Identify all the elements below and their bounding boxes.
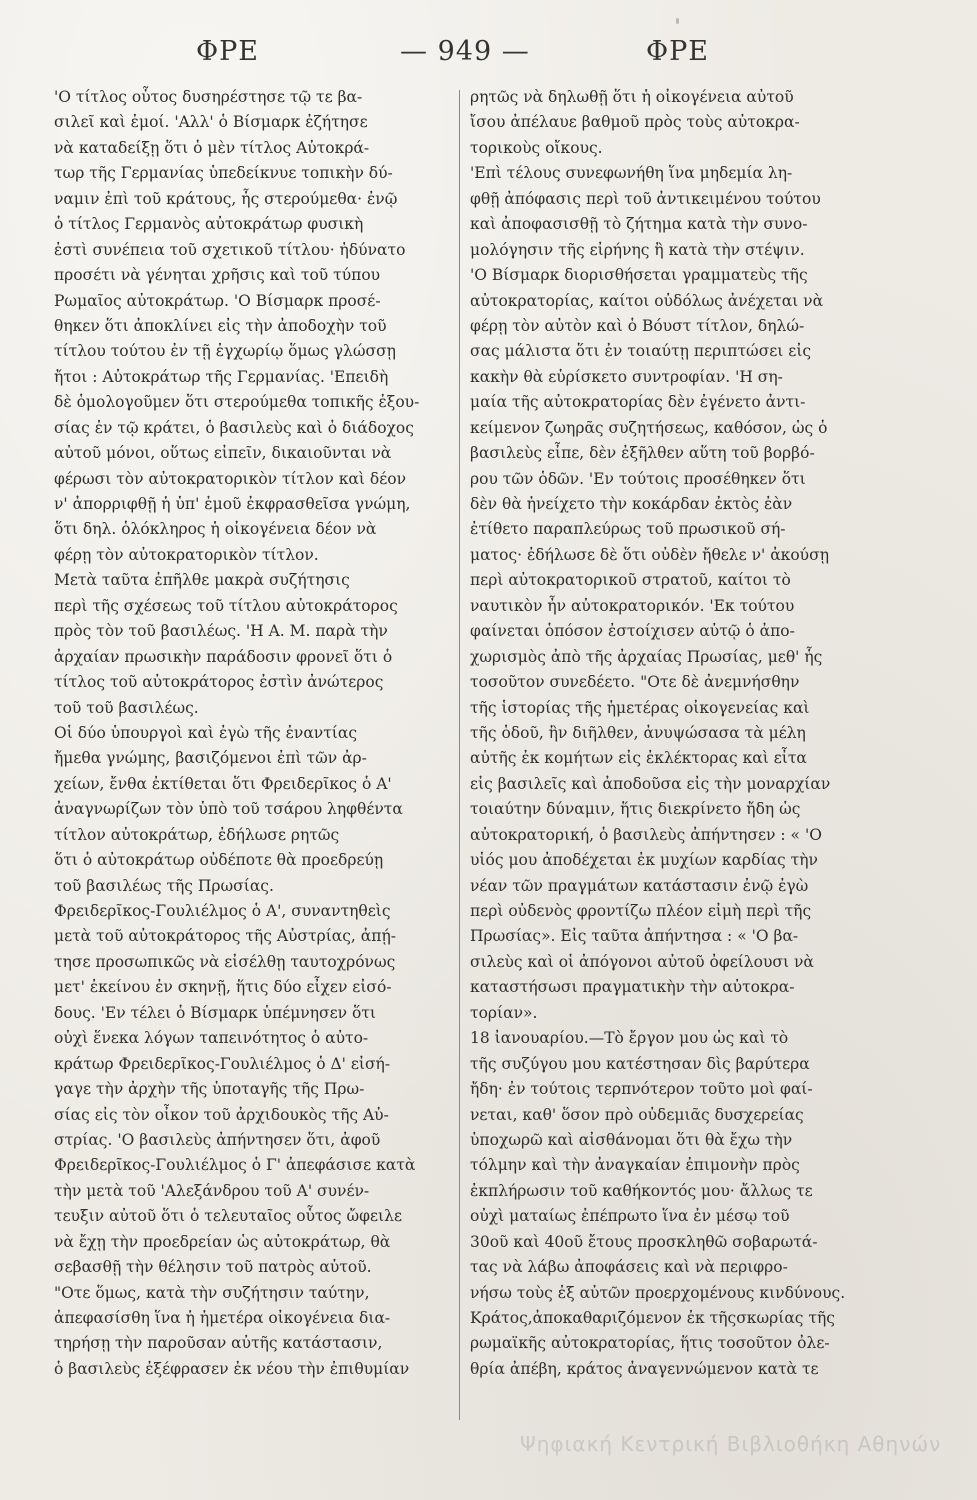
text-line: τίτλος τοῦ αὐτοκράτορος ἐστὶν ἀνώτερος xyxy=(54,673,384,692)
text-line: τίτλον αὐτοκράτωρ, ἐδήλωσε ρητῶς xyxy=(54,825,340,844)
text-line: 'Επὶ τέλους συνεφωνήθη ἵνα μηδεμία λη- xyxy=(470,164,793,183)
text-line: σας μάλιστα ὅτι ἐν τοιαύτῃ περιπτώσει εἰς xyxy=(470,342,812,361)
page-number: — 949 — xyxy=(400,36,530,67)
text-line: ἐτίθετο παραπλεύρως τοῦ πρωσικοῦ σή- xyxy=(470,520,786,539)
text-line: ρητῶς νὰ δηλωθῇ ὅτι ἡ οἰκογένεια αὐτοῦ xyxy=(470,88,794,106)
column-divider xyxy=(459,90,460,1420)
text-line: νέαν τῶν πραγμάτων κατάστασιν ἐνῷ ἐγὼ xyxy=(470,876,809,895)
text-line: φέρῃ τὸν αὐτοκρατορικὸν τίτλον. xyxy=(54,545,319,564)
text-line: κράτωρ Φρειδερῖκος-Γουλιέλμος ὁ Δ' εἰσή- xyxy=(54,1054,391,1073)
text-line: ἀπεφασίσθη ἵνα ἡ ἡμετέρα οἰκογένεια δια- xyxy=(54,1309,391,1327)
text-line: ματος· ἐδήλωσε δὲ ὅτι οὐδὲν ἤθελε ν' ἀκούσῃ xyxy=(470,545,829,564)
text-line: ἤτοι : Αὐτοκράτωρ τῆς Γερμανίας. 'Επειδὴ xyxy=(54,367,389,386)
text-line: φαίνεται ὁπόσον ἐστοίχισεν αὐτῷ ὁ ἀπο- xyxy=(470,622,795,641)
text-line: αὐτοῦ μόνοι, οὕτως εἰπεῖν, δικαιοῦνται νὰ xyxy=(54,444,392,463)
text-line: σίας εἰς τὸν οἶκον τοῦ ἀρχιδουκὸς τῆς Αὐ- xyxy=(54,1105,389,1124)
text-line: μετ' ἐκείνου ἐν σκηνῇ, ἥτις δύο εἶχεν εἰσό- xyxy=(54,978,392,997)
text-line: ἀρχαίαν πρωσικὴν παράδοσιν φρονεῖ ὅτι ὁ xyxy=(54,647,393,666)
text-line: προσέτι νὰ γένηται χρῆσις καὶ τοῦ τύπου xyxy=(54,266,381,285)
text-line: σιλεῖ καὶ ἐμοί. 'Αλλ' ὁ Βίσμαρκ ἐζήτησε xyxy=(54,113,368,132)
text-line: νήσω τοὺς ἐξ αὐτῶν προερχομένους κινδύνους. xyxy=(470,1283,846,1302)
text-line: καταστήσωσι πραγματικὴν τὴν αὐτοκρα- xyxy=(470,978,795,997)
text-line: φέρῃ τὸν αὐτὸν καὶ ὁ Βόυστ τίτλον, δηλώ- xyxy=(470,316,805,335)
text-line: 'Ο Βίσμαρκ διορισθήσεται γραμματεὺς τῆς xyxy=(470,266,808,285)
text-line: υἱός μου ἀποδέχεται ἐκ μυχίων καρδίας τὴν xyxy=(470,851,818,870)
text-line: χωρισμὸς ἀπὸ τῆς ἀρχαίας Πρωσίας, μεθ' ἧς xyxy=(470,647,823,666)
text-line: τοιαύτην δύναμιν, ἥτις διεκρίνετο ἤδη ὡς xyxy=(470,800,801,819)
text-line: μαία τῆς αὐτοκρατορίας δὲν ἐγένετο ἀντι- xyxy=(470,393,806,412)
text-line: τίτλου τούτου ἐν τῇ ἐγχωρίῳ ὅμως γλώσσῃ xyxy=(54,342,396,361)
text-line: μετὰ τοῦ αὐτοκράτορος τῆς Αὐστρίας, ἀπῄ- xyxy=(54,927,396,946)
library-watermark: Ψηφιακή Κεντρική Βιβλιοθήκη Αθηνών xyxy=(520,1432,942,1456)
text-line: ναυτικὸν ἦν αὐτοκρατορικόν. 'Εκ τούτου xyxy=(470,596,795,615)
text-line: κείμενον ζωηρᾶς συζητήσεως, καθόσον, ὡς ὁ xyxy=(470,418,828,437)
text-line: τοῦ βασιλέως τῆς Πρωσίας. xyxy=(54,876,274,895)
text-line: τῆς ὁδοῦ, ἣν διῆλθεν, ἀνυψώσασα τὰ μέλη xyxy=(470,723,806,742)
text-line: 30οῦ καὶ 40οῦ ἔτους προσκληθῶ σοβαρωτά- xyxy=(470,1232,818,1251)
text-line: κακὴν θὰ εὑρίσκετο συντροφίαν. 'Η ση- xyxy=(470,367,783,386)
text-line: ἤδη· ἐν τούτοις τερπνότερον τοῦτο μοὶ φαί- xyxy=(470,1080,813,1099)
text-line: Ρωμαῖος αὐτοκράτωρ. 'Ο Βίσμαρκ προσέ- xyxy=(54,291,381,310)
text-line: τόλμην καὶ τὴν ἀναγκαίαν ἐπιμονὴν πρὸς xyxy=(470,1156,800,1175)
text-line: "Οτε ὅμως, κατὰ τὴν συζήτησιν ταύτην, xyxy=(54,1283,370,1302)
text-line: σίας ἐν τῷ κράτει, ὁ βασιλεὺς καὶ ὁ διάδοχος xyxy=(54,418,414,437)
text-line: τησε προσωπικῶς νὰ εἰσέλθῃ ταυτοχρόνως xyxy=(54,952,396,971)
text-line: τηρήσῃ τὴν παροῦσαν αὐτῆς κατάστασιν, xyxy=(54,1334,383,1353)
text-line: βασιλεὺς εἶπε, δὲν ἐξῆλθεν αὕτη τοῦ βορβό- xyxy=(470,444,815,463)
text-line: τωρ τῆς Γερμανίας ὑπεδείκνυε τοπικὴν δύ- xyxy=(54,164,393,183)
text-line: περὶ οὐδενὸς φροντίζω πλέον εἰμὴ περὶ τῆς xyxy=(470,902,812,920)
text-line: τας νὰ λάβω ἀποφάσεις καὶ νὰ περιφρο- xyxy=(470,1258,788,1277)
text-line: χείων, ἔνθα ἐκτίθεται ὅτι Φρειδερῖκος ὁ Α' xyxy=(54,774,392,793)
text-line: σιλεὺς καὶ οἱ ἀπόγονοι αὐτοῦ ὀφείλουσι νὰ xyxy=(470,952,814,971)
text-line: τῆς ἱστορίας τῆς ἡμετέρας οἰκογενείας καὶ xyxy=(470,698,810,717)
text-line: θηκεν ὅτι ἀποκλίνει εἰς τὴν ἀποδοχὴν τοῦ xyxy=(54,316,387,335)
text-line: ὁ βασιλεὺς ἐξέφρασεν ἐκ νέου τὴν ἐπιθυμίαν xyxy=(54,1359,410,1378)
text-line: δὲν θὰ ἠνείχετο τὴν κοκάρδαν ἐκτὸς ἐὰν xyxy=(470,495,793,513)
text-line: ἴσου ἀπέλαυε βαθμοῦ πρὸς τοὺς αὐτοκρα- xyxy=(470,113,800,132)
text-line: θρία ἀπέβη, κράτος ἀναγεννώμενον κατὰ τε xyxy=(470,1359,819,1378)
right-text-column xyxy=(470,85,868,1382)
text-line: αὐτοκρατορική, ὁ βασιλεὺς ἀπήντησεν : « 'Ο xyxy=(470,825,822,844)
text-line: Πρωσίας». Εἰς ταῦτα ἀπήντησα : « 'Ο βα- xyxy=(470,927,799,946)
text-line: Κράτος,ἀποκαθαριζόμενον ἐκ τῆςσκωρίας τῆς xyxy=(470,1309,835,1327)
left-text-column xyxy=(54,85,452,1382)
text-line: ὑποχωρῶ καὶ αἰσθάνομαι ὅτι θὰ ἔχω τὴν xyxy=(470,1130,793,1149)
text-line: ὁ τίτλος Γερμανὸς αὐτοκράτωρ φυσικὴ xyxy=(54,215,364,234)
text-line: ἐστὶ συνέπεια τοῦ σχετικοῦ τίτλου· ἠδύνατο xyxy=(54,240,406,259)
text-line: τευξιν αὐτοῦ ὅτι ὁ τελευταῖος οὗτος ὤφειλε xyxy=(54,1207,402,1226)
text-line: Οἱ δύο ὑπουργοὶ καὶ ἐγὼ τῆς ἐναντίας xyxy=(54,723,358,742)
text-line: ρου τῶν ὁδῶν. 'Εν τούτοις προσέθηκεν ὅτι xyxy=(470,469,806,488)
text-line: φθῇ ἀπόφασις περὶ τοῦ ἀντικειμένου τούτου xyxy=(470,189,821,208)
text-line: νὰ καταδείξῃ ὅτι ὁ μὲν τίτλος Αὐτοκρά- xyxy=(54,138,370,157)
text-line: στρίας. 'Ο βασιλεὺς ἀπήντησεν ὅτι, ἀφοῦ xyxy=(54,1130,381,1149)
text-line: τορίαν». xyxy=(470,1003,538,1022)
text-line: Φρειδερῖκος-Γουλιέλμος ὁ Α', συναντηθεὶς xyxy=(54,902,391,920)
text-line: περὶ τῆς σχέσεως τοῦ τίτλου αὐτοκράτορος xyxy=(54,596,398,615)
text-line: τοσοῦτον συνεδέετο. "Οτε δὲ ἀνεμνήσθην xyxy=(470,673,800,692)
text-line: τῆς συζύγου μου κατέστησαν δὶς βαρύτερα xyxy=(470,1054,810,1073)
text-line: ρωμαϊκῆς αὐτοκρατορίας, ἥτις τοσοῦτον ὀλε- xyxy=(470,1334,830,1353)
text-line: τορικοὺς οἴκους. xyxy=(470,138,603,157)
text-line: Φρειδερῖκος-Γουλιέλμος ὁ Γ' ἀπεφάσισε κατὰ xyxy=(54,1156,416,1175)
text-line: 18 ἰανουαρίου.—Τὸ ἔργον μου ὡς καὶ τὸ xyxy=(470,1029,789,1048)
text-line: ὅτι ὁ αὐτοκράτωρ οὐδέποτε θὰ προεδρεύῃ xyxy=(54,851,384,870)
text-line: τοῦ τοῦ βασιλέως. xyxy=(54,698,199,717)
header-left-guide-word: ΦΡΕ xyxy=(196,36,260,67)
header-right-guide-word: ΦΡΕ xyxy=(646,36,710,67)
text-line: ὅτι δηλ. ὁλόκληρος ἡ οἰκογένεια δέον νὰ xyxy=(54,520,377,539)
text-line: εἰς βασιλεῖς καὶ ἀποδοῦσα εἰς τὴν μοναρχίαν xyxy=(470,774,831,793)
text-line: ἐκπλήρωσιν τοῦ καθήκοντός μου· ἄλλως τε xyxy=(470,1181,813,1200)
text-line: πρὸς τὸν τοῦ βασιλέως. 'Η Α. Μ. παρὰ τὴν xyxy=(54,622,388,641)
text-line: μολόγησιν τῆς εἰρήνης ἢ κατὰ τὴν στέψιν. xyxy=(470,240,805,259)
text-line: νεται, καθ' ὅσον πρὸ οὐδεμιᾶς δυσχερείας xyxy=(470,1105,804,1124)
text-line: ν' ἀπορριφθῇ ἡ ὑπ' ἐμοῦ ἐκφρασθεῖσα γνώμη, xyxy=(54,495,411,513)
text-line: γαγε τὴν ἀρχὴν τῆς ὑποταγῆς τῆς Πρω- xyxy=(54,1080,365,1099)
paper-speck xyxy=(676,18,679,24)
text-line: 'Ο τίτλος οὗτος δυσηρέστησε τῷ τε βα- xyxy=(54,88,363,106)
text-line: καὶ ἀποφασισθῇ τὸ ζήτημα κατὰ τὴν συνο- xyxy=(470,215,808,234)
text-line: τὴν μετὰ τοῦ 'Αλεξάνδρου τοῦ Α' συνέν- xyxy=(54,1181,370,1200)
text-line: Μετὰ ταῦτα ἐπῆλθε μακρὰ συζήτησις xyxy=(54,571,350,590)
text-line: περὶ αὐτοκρατορικοῦ στρατοῦ, καίτοι τὸ xyxy=(470,571,791,590)
text-line: σεβασθῇ τὴν θέλησιν τοῦ πατρὸς αὐτοῦ. xyxy=(54,1258,372,1277)
text-line: αὐτοκρατορίας, καίτοι οὐδόλως ἀνέχεται νὰ xyxy=(470,291,824,310)
text-line: νὰ ἔχῃ τὴν προεδρείαν ὡς αὐτοκράτωρ, θὰ xyxy=(54,1232,391,1251)
text-line: αὐτῆς ἐκ κομήτων εἰς ἐκλέκτορας καὶ εἶτα xyxy=(470,749,807,768)
text-line: δὲ ὁμολογοῦμεν ὅτι στερούμεθα τοπικῆς ἐξου- xyxy=(54,393,420,412)
text-line: οὐχὶ ματαίως ἐπέπρωτο ἵνα ἐν μέσῳ τοῦ xyxy=(470,1207,790,1226)
text-line: ἤμεθα γνώμης, βασιζόμενοι ἐπὶ τῶν ἀρ- xyxy=(54,749,367,768)
text-line: ἀναγνωρίζων τὸν ὑπὸ τοῦ τσάρου ληφθέντα xyxy=(54,800,403,819)
text-line: οὐχὶ ἕνεκα λόγων ταπεινότητος ὁ αὐτο- xyxy=(54,1029,369,1048)
page-header xyxy=(0,30,977,80)
text-line: δους. 'Εν τέλει ὁ Βίσμαρκ ὑπέμνησεν ὅτι xyxy=(54,1003,376,1022)
text-line: φέρωσι τὸν αὐτοκρατορικὸν τίτλον καὶ δέον xyxy=(54,469,407,488)
text-line: ναμιν ἐπὶ τοῦ κράτους, ἧς στερούμεθα· ἐνῷ xyxy=(54,189,398,208)
